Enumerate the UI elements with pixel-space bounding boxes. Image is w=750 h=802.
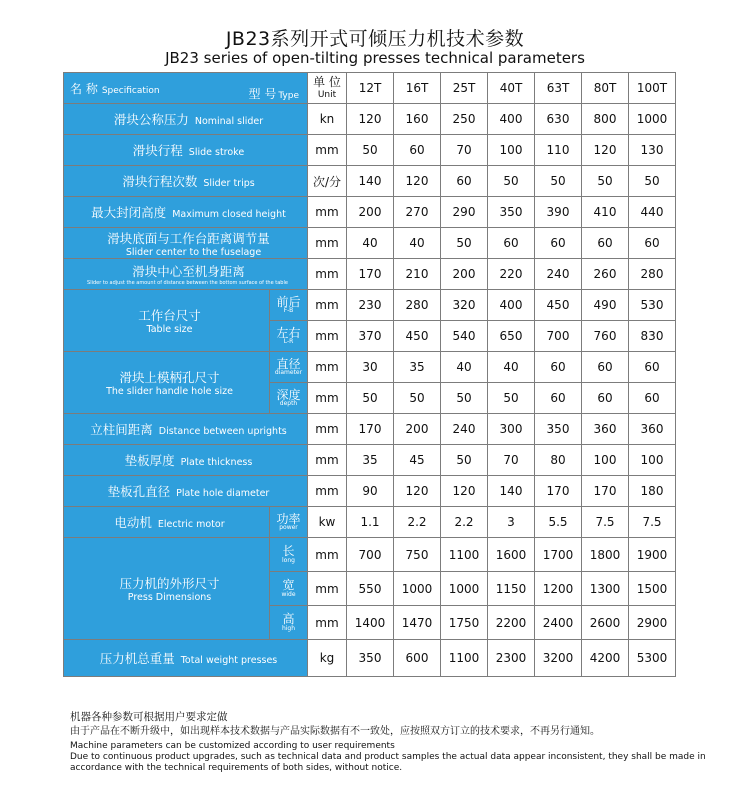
value-cell: 40 — [441, 352, 488, 383]
model-header: 80T — [582, 73, 629, 104]
spec-name-cn: 垫板孔直径 — [107, 484, 171, 499]
spec-name-cn: 工作台尺寸 — [138, 308, 201, 323]
sub-label-en: L-R — [283, 338, 294, 346]
model-header: 40T — [488, 73, 535, 104]
value-cell: 1.1 — [347, 507, 394, 538]
value-cell: 1750 — [441, 606, 488, 640]
spec-name-en: Distance between uprights — [158, 426, 287, 437]
sub-label-cn: 功率 — [276, 511, 301, 526]
row-nominal — [64, 104, 676, 135]
unit-cell: mm — [308, 476, 347, 507]
spec-label-cell — [64, 104, 308, 135]
sub-label-cn: 前后 — [276, 294, 301, 309]
value-cell: 140 — [347, 166, 394, 197]
sub-label-cell — [270, 383, 308, 414]
spec-name-en: Table size — [146, 324, 193, 335]
sub-label-en: wide — [281, 590, 296, 598]
spec-label-cell — [64, 476, 308, 507]
note-en-1: Machine parameters can be customized according to user requirements — [70, 741, 395, 751]
row-dim-long — [64, 538, 676, 572]
value-cell: 60 — [441, 166, 488, 197]
sub-label-cn: 直径 — [276, 356, 301, 371]
value-cell: 170 — [347, 414, 394, 445]
value-cell: 1500 — [629, 572, 676, 606]
header-type-spec-cell — [64, 73, 308, 104]
value-cell: 70 — [488, 445, 535, 476]
value-cell: 350 — [535, 414, 582, 445]
value-cell: 130 — [629, 135, 676, 166]
value-cell: 2600 — [582, 606, 629, 640]
value-cell: 800 — [582, 104, 629, 135]
value-cell: 50 — [347, 383, 394, 414]
value-cell: 35 — [394, 352, 441, 383]
value-cell: 390 — [535, 197, 582, 228]
row-center_dist — [64, 259, 676, 290]
value-cell: 360 — [582, 414, 629, 445]
value-cell: 400 — [488, 290, 535, 321]
unit-cell: mm — [308, 572, 347, 606]
value-cell: 40 — [347, 228, 394, 259]
value-cell: 600 — [394, 640, 441, 677]
note-en — [70, 741, 730, 774]
sub-label-en: diameter — [274, 369, 303, 377]
spec-name-en: Plate hole diameter — [176, 488, 270, 499]
value-cell: 70 — [441, 135, 488, 166]
value-cell: 1150 — [488, 572, 535, 606]
value-cell: 290 — [441, 197, 488, 228]
value-cell: 540 — [441, 321, 488, 352]
unit-cell: kg — [308, 640, 347, 677]
value-cell: 60 — [629, 228, 676, 259]
value-cell: 45 — [394, 445, 441, 476]
spec-label-cell — [64, 507, 270, 538]
value-cell: 530 — [629, 290, 676, 321]
spec-name-cn: 滑块中心至机身距离 — [132, 264, 245, 279]
spec-name-en: Slider center to the fuselage — [125, 246, 262, 258]
unit-cell: mm — [308, 352, 347, 383]
spec-name-cn: 立柱间距离 — [90, 422, 153, 437]
value-cell: 450 — [394, 321, 441, 352]
spec-name-en: The slider handle hole size — [106, 386, 233, 397]
value-cell: 1000 — [441, 572, 488, 606]
value-cell: 90 — [347, 476, 394, 507]
value-cell: 1400 — [347, 606, 394, 640]
value-cell: 1100 — [441, 640, 488, 677]
value-cell: 35 — [347, 445, 394, 476]
value-cell: 400 — [488, 104, 535, 135]
header-row — [64, 73, 676, 104]
value-cell: 5.5 — [535, 507, 582, 538]
unit-cell: mm — [308, 228, 347, 259]
spec-label-cell — [64, 640, 308, 677]
value-cell: 60 — [394, 135, 441, 166]
unit-cell: kw — [308, 507, 347, 538]
spec-name-en: Electric motor — [157, 519, 225, 530]
sub-label-en: high — [281, 624, 296, 632]
sub-label-cn: 宽 — [282, 578, 295, 593]
spec-name-cn: 电动机 — [114, 515, 152, 530]
spec-name-cn: 垫板厚度 — [124, 453, 175, 468]
value-cell: 1600 — [488, 538, 535, 572]
value-cell: 7.5 — [629, 507, 676, 538]
value-cell: 30 — [347, 352, 394, 383]
value-cell: 120 — [582, 135, 629, 166]
sub-label-cell — [270, 572, 308, 606]
spec-label-cell — [64, 135, 308, 166]
value-cell: 2400 — [535, 606, 582, 640]
value-cell: 50 — [394, 383, 441, 414]
value-cell: 50 — [441, 228, 488, 259]
spec-name-en: Slide stroke — [188, 147, 245, 158]
value-cell: 100 — [582, 445, 629, 476]
value-cell: 40 — [488, 352, 535, 383]
spec-label-cell — [64, 197, 308, 228]
value-cell: 50 — [441, 383, 488, 414]
value-cell: 700 — [535, 321, 582, 352]
value-cell: 1700 — [535, 538, 582, 572]
sub-label-cn: 长 — [282, 544, 295, 559]
spec-name-en: Nominal slider — [194, 116, 264, 127]
value-cell: 1800 — [582, 538, 629, 572]
row-table-fb — [64, 290, 676, 321]
value-cell: 50 — [347, 135, 394, 166]
row-weight — [64, 640, 676, 677]
value-cell: 100 — [629, 445, 676, 476]
value-cell: 490 — [582, 290, 629, 321]
unit-cell: kn — [308, 104, 347, 135]
type-label: 型 号 — [248, 87, 277, 101]
value-cell: 60 — [488, 228, 535, 259]
value-cell: 40 — [394, 228, 441, 259]
value-cell: 200 — [394, 414, 441, 445]
unit-cell: mm — [308, 606, 347, 640]
value-cell: 60 — [582, 228, 629, 259]
value-cell: 1470 — [394, 606, 441, 640]
sub-label-cell — [270, 606, 308, 640]
value-cell: 60 — [629, 383, 676, 414]
value-cell: 350 — [347, 640, 394, 677]
value-cell: 760 — [582, 321, 629, 352]
value-cell: 370 — [347, 321, 394, 352]
value-cell: 100 — [488, 135, 535, 166]
note-en-2: Due to continuous product upgrades, such as technical data and product samples the actual data appear inconsistent, they shall be made in accordance with the technical requirements of both sides, without notice. — [70, 752, 706, 773]
sub-label-en: depth — [279, 400, 298, 408]
unit-cell: mm — [308, 321, 347, 352]
value-cell: 80 — [535, 445, 582, 476]
value-cell: 2.2 — [441, 507, 488, 538]
sub-label-cn: 高 — [282, 612, 295, 627]
value-cell: 110 — [535, 135, 582, 166]
value-cell: 220 — [488, 259, 535, 290]
value-cell: 830 — [629, 321, 676, 352]
value-cell: 2900 — [629, 606, 676, 640]
value-cell: 7.5 — [582, 507, 629, 538]
value-cell: 410 — [582, 197, 629, 228]
unit-cell: mm — [308, 445, 347, 476]
value-cell: 50 — [582, 166, 629, 197]
unit-cell: mm — [308, 414, 347, 445]
note-cn-1: 机器各种参数可根据用户要求定做 — [70, 711, 228, 723]
unit-cell: mm — [308, 290, 347, 321]
spec-name-cn: 滑块底面与工作台距离调节量 — [107, 230, 270, 246]
note-cn-2: 由于产品在不断升级中，如出现样本技术数据与产品实际数据有不一致处，应按照双方订立的技术要求，不再另行通知。 — [70, 726, 600, 737]
unit-cell: mm — [308, 135, 347, 166]
value-cell: 50 — [535, 166, 582, 197]
value-cell: 270 — [394, 197, 441, 228]
spec-label-cell — [64, 228, 308, 259]
value-cell: 1000 — [394, 572, 441, 606]
spec-name-cn: 压力机的外形尺寸 — [119, 576, 220, 591]
value-cell: 240 — [535, 259, 582, 290]
header-unit-cell — [308, 73, 347, 104]
value-cell: 170 — [582, 476, 629, 507]
row-closed_height — [64, 197, 676, 228]
value-cell: 700 — [347, 538, 394, 572]
model-header: 63T — [535, 73, 582, 104]
model-header: 100T — [629, 73, 676, 104]
value-cell: 650 — [488, 321, 535, 352]
value-cell: 280 — [394, 290, 441, 321]
value-cell: 1900 — [629, 538, 676, 572]
spec-name-en: Plate thickness — [180, 457, 253, 468]
row-trips — [64, 166, 676, 197]
value-cell: 2.2 — [394, 507, 441, 538]
title-chinese: JB23系列开式可倾压力机技术参数 — [225, 28, 525, 50]
value-cell: 1100 — [441, 538, 488, 572]
value-cell: 50 — [441, 445, 488, 476]
spec-name-en: Maximum closed height — [172, 209, 286, 220]
value-cell: 60 — [582, 383, 629, 414]
sub-label-cn: 深度 — [276, 387, 301, 402]
value-cell: 3200 — [535, 640, 582, 677]
spec-label-en: Specification — [101, 86, 160, 96]
sub-label-cell — [270, 321, 308, 352]
sub-label-cell — [270, 290, 308, 321]
sub-label-cell — [270, 352, 308, 383]
model-header: 25T — [441, 73, 488, 104]
type-label-en: Type — [278, 91, 299, 101]
unit-label-en: Unit — [317, 89, 337, 100]
value-cell: 50 — [488, 383, 535, 414]
value-cell: 180 — [629, 476, 676, 507]
value-cell: 120 — [394, 166, 441, 197]
value-cell: 5300 — [629, 640, 676, 677]
value-cell: 200 — [441, 259, 488, 290]
value-cell: 120 — [441, 476, 488, 507]
sub-label-en: power — [279, 524, 298, 532]
spec-name-cn: 最大封闭高度 — [91, 205, 167, 220]
spec-label-cell — [64, 414, 308, 445]
value-cell: 240 — [441, 414, 488, 445]
spec-label-cell — [64, 352, 270, 414]
value-cell: 60 — [535, 228, 582, 259]
value-cell: 210 — [394, 259, 441, 290]
unit-cell: mm — [308, 538, 347, 572]
sub-label-cell — [270, 507, 308, 538]
value-cell: 230 — [347, 290, 394, 321]
value-cell: 1300 — [582, 572, 629, 606]
value-cell: 120 — [347, 104, 394, 135]
value-cell: 160 — [394, 104, 441, 135]
model-header: 12T — [347, 73, 394, 104]
value-cell: 200 — [347, 197, 394, 228]
value-cell: 60 — [535, 352, 582, 383]
spec-label-cell — [64, 290, 270, 352]
spec-name-en: Slider trips — [203, 178, 255, 189]
spec-name-en: Slider to adjust the amount of distance between the bottom surface of the table — [87, 280, 288, 286]
value-cell: 440 — [629, 197, 676, 228]
value-cell: 170 — [347, 259, 394, 290]
value-cell: 4200 — [582, 640, 629, 677]
row-stroke — [64, 135, 676, 166]
value-cell: 260 — [582, 259, 629, 290]
value-cell: 550 — [347, 572, 394, 606]
value-cell: 3 — [488, 507, 535, 538]
value-cell: 60 — [535, 383, 582, 414]
spec-label-cell — [64, 259, 308, 290]
row-plate_thickness — [64, 445, 676, 476]
spec-label-cell — [64, 538, 270, 640]
value-cell: 450 — [535, 290, 582, 321]
title-english: JB23 series of open-tilting presses technical parameters — [165, 49, 585, 67]
value-cell: 170 — [535, 476, 582, 507]
unit-cell: mm — [308, 259, 347, 290]
spec-name-cn: 滑块上模柄孔尺寸 — [119, 370, 220, 385]
value-cell: 350 — [488, 197, 535, 228]
unit-cell: mm — [308, 197, 347, 228]
sub-label-en: long — [282, 556, 295, 564]
spec-name-cn: 滑块公称压力 — [113, 112, 189, 127]
model-header: 16T — [394, 73, 441, 104]
unit-cell: mm — [308, 383, 347, 414]
value-cell: 120 — [394, 476, 441, 507]
row-plate_hole — [64, 476, 676, 507]
row-uprights — [64, 414, 676, 445]
value-cell: 60 — [629, 352, 676, 383]
unit-cell: 次/分 — [308, 166, 347, 197]
value-cell: 2300 — [488, 640, 535, 677]
value-cell: 300 — [488, 414, 535, 445]
spec-name-cn: 滑块行程次数 — [122, 174, 198, 189]
value-cell: 280 — [629, 259, 676, 290]
sub-label-cn: 左右 — [276, 325, 301, 340]
value-cell: 320 — [441, 290, 488, 321]
sub-label-en: F-B — [283, 307, 294, 315]
value-cell: 140 — [488, 476, 535, 507]
value-cell: 50 — [629, 166, 676, 197]
value-cell: 630 — [535, 104, 582, 135]
spec-name-en: Total weight presses — [180, 655, 278, 666]
row-hole-diameter — [64, 352, 676, 383]
value-cell: 50 — [488, 166, 535, 197]
unit-label: 单 位 — [313, 75, 341, 90]
spec-name-en: Press Dimensions — [127, 592, 212, 603]
spec-label-cell — [64, 445, 308, 476]
spec-name-cn: 滑块行程 — [132, 143, 183, 158]
row-adjust — [64, 228, 676, 259]
spec-name-cn: 压力机总重量 — [99, 651, 175, 666]
row-motor — [64, 507, 676, 538]
value-cell: 60 — [582, 352, 629, 383]
value-cell: 250 — [441, 104, 488, 135]
value-cell: 1200 — [535, 572, 582, 606]
spec-label-cell — [64, 166, 308, 197]
value-cell: 1000 — [629, 104, 676, 135]
value-cell: 2200 — [488, 606, 535, 640]
value-cell: 360 — [629, 414, 676, 445]
spec-table — [63, 72, 676, 677]
spec-label: 名 称 — [70, 82, 98, 96]
sub-label-cell — [270, 538, 308, 572]
value-cell: 750 — [394, 538, 441, 572]
